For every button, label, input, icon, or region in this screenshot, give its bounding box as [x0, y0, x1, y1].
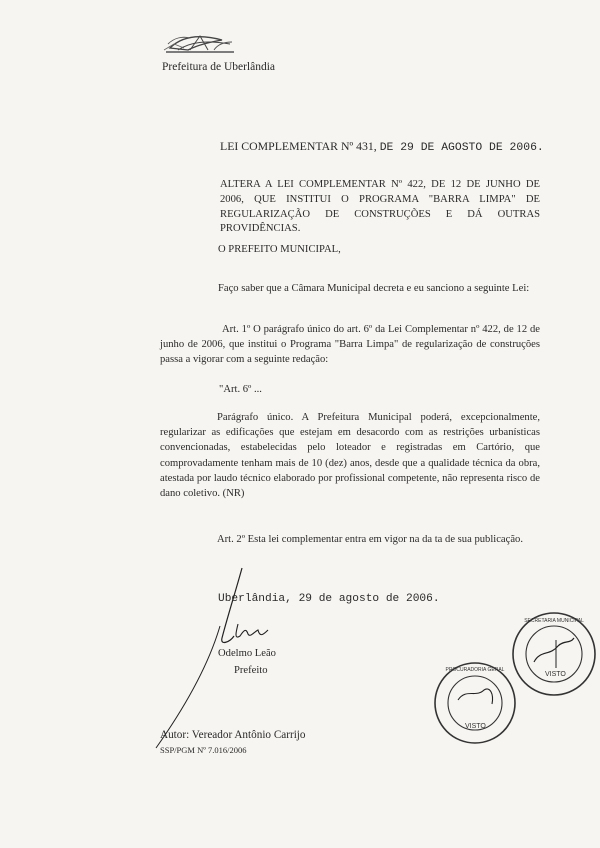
sole-paragraph: Parágrafo único. A Prefeitura Municipal poderá, excepcionalmente, regularizar as edificações que estejam em desacordo com as restrições urbanísticas convencionadas, estabelecidas pelo loteador e registradas em Cartório, que comprovadamente tenham mais de 10 (dez) anos, desde que a qualidade técnica da obra, atestada por laudo técnico elaborado por profissional competente, não representa risco de dano coletivo. (NR): [160, 412, 540, 500]
svg-text:PROCURADORIA GERAL: PROCURADORIA GERAL: [445, 667, 505, 673]
article-2: Art. 2º Esta lei complementar entra em vigor na da ta de sua publicação.: [217, 534, 523, 545]
law-summary: ALTERA A LEI COMPLEMENTAR Nº 422, DE 12 DE JUNHO DE 2006, QUE INSTITUI O PROGRAMA "BARRA LIMPA" DE REGULARIZAÇÃO DE CONSTRUÇÕES E DÁ OUTRAS PROVIDÊNCIAS.: [220, 179, 540, 235]
svg-text:VISTO: VISTO: [465, 723, 486, 730]
mayor-title: Prefeito: [234, 665, 268, 676]
government-secretariat-stamp: [510, 610, 598, 698]
law-title-prefix: LEI COMPLEMENTAR Nº 431,: [220, 139, 377, 153]
salutation: O PREFEITO MUNICIPAL,: [218, 244, 341, 255]
place-date: Uberlândia, 29 de agosto de 2006.: [218, 593, 440, 605]
attorney-general-stamp: [432, 660, 518, 746]
law-title-suffix: DE 29 DE AGOSTO DE 2006.: [379, 142, 544, 154]
issuer-name: Prefeitura de Uberlândia: [162, 61, 276, 73]
city-logo: [160, 30, 240, 58]
svg-text:SECRETARIA MUNICIPAL: SECRETARIA MUNICIPAL: [524, 618, 584, 624]
law-title: [220, 139, 544, 155]
article-1: Art. 1º O parágrafo único do art. 6º da Lei Complementar nº 422, de 12 de junho de 2006, que institui o Programa "Barra Limpa" de regularização de construções passa a vigorar com a seguinte redação:: [160, 324, 540, 366]
article-6-quote: "Art. 6º ...: [219, 384, 262, 395]
author: Autor: Vereador Antônio Carrijo: [160, 729, 306, 741]
reference-number: SSP/PGM Nº 7.016/2006: [160, 745, 247, 755]
decree-paragraph: Faço saber que a Câmara Municipal decreta e eu sanciono a seguinte Lei:: [218, 283, 530, 294]
svg-text:VISTO: VISTO: [545, 671, 566, 678]
mayor-name: Odelmo Leão: [218, 648, 276, 659]
